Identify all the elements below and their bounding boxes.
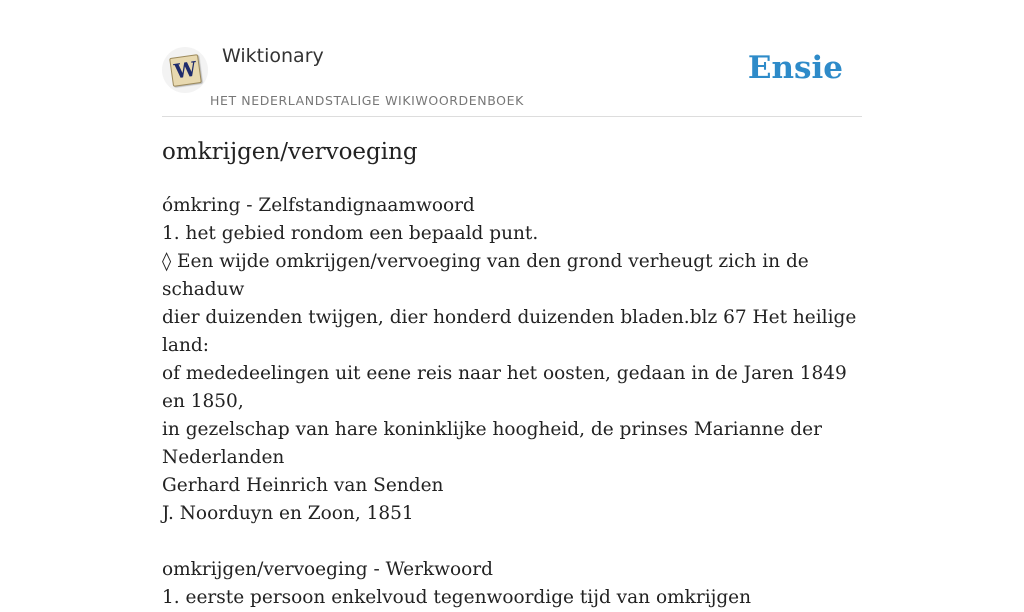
entry-heading: ómkring - Zelfstandignaamwoord [162,195,475,216]
wiktionary-logo-icon[interactable] [162,47,208,93]
quote-line: ◊ Een wijde omkrijgen/vervoeging van den grond verheugt zich in de schaduw [162,251,809,300]
entry-definition: 1. eerste persoon enkelvoud tegenwoordige tijd van omkrijgen [162,587,752,608]
entry-definition: 1. het gebied rondom een bepaald punt. [162,223,539,244]
page-container [162,0,862,608]
site-subtitle: HET NEDERLANDSTALIGE WIKIWOORDENBOEK [210,93,524,108]
logo-tile [169,54,202,87]
quote-line: of mededeelingen uit eene reis naar het oosten, gedaan in de Jaren 1849 en 1850, [162,363,847,412]
ensie-brand-link[interactable]: Ensie [747,50,843,86]
quote-author: Gerhard Heinrich van Senden [162,475,444,496]
entry-heading: omkrijgen/vervoeging - Werkwoord [162,559,493,580]
logo-letter: W [172,56,199,84]
spacer [162,528,862,556]
site-header [162,0,862,117]
entry-content [162,192,862,612]
quote-line: Nederlanden [162,447,285,468]
quote-line: in gezelschap van hare koninklijke hoogheid, de prinses Marianne der [162,419,822,440]
page-title: omkrijgen/vervoeging [162,139,418,165]
quote-line: dier duizenden twijgen, dier honderd duizenden bladen.blz 67 Het heilige land: [162,307,857,356]
quote-publisher: J. Noorduyn en Zoon, 1851 [162,503,414,524]
site-title[interactable]: Wiktionary [222,45,324,67]
